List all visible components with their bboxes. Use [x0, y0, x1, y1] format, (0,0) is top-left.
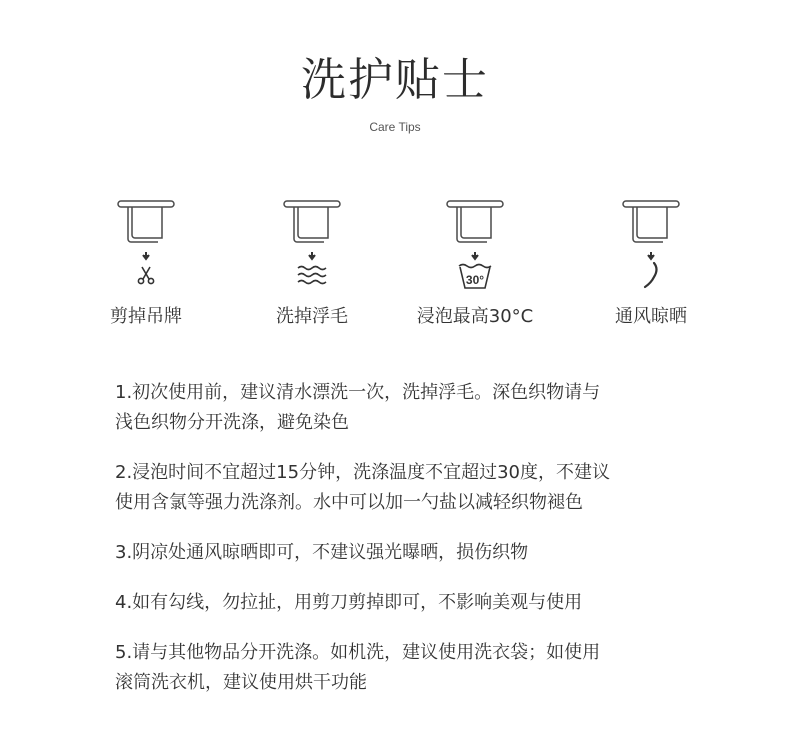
- tip-label: 浸泡最高30°C: [416, 306, 534, 327]
- care-note-2: [115, 458, 695, 518]
- note-line: 4.如有勾线，勿拉扯，用剪刀剪掉即可，不影响美观与使用: [115, 592, 583, 613]
- care-tip-soak-30: [385, 195, 565, 335]
- care-tips-row: [0, 195, 790, 335]
- waves-icon: [298, 267, 326, 284]
- note-line: 2.浸泡时间不宜超过15分钟，洗涤温度不宜超过30度，不建议: [115, 462, 610, 483]
- tip-label: 洗掉浮毛: [276, 306, 348, 327]
- note-line: 浅色织物分开洗涤，避免染色: [115, 412, 349, 433]
- care-tip-air-dry: [561, 195, 741, 335]
- care-note-4: [115, 588, 695, 618]
- towel-icon: [621, 195, 681, 295]
- towel-icon: [445, 195, 505, 295]
- hanger-hook-icon: [645, 263, 657, 287]
- care-tip-wash-lint: [222, 195, 402, 335]
- towel-icon: [116, 195, 176, 295]
- care-tip-cut-tag: [56, 195, 236, 335]
- care-note-3: [115, 538, 695, 568]
- care-note-5: [115, 638, 695, 698]
- note-line: 3.阴凉处通风晾晒即可，不建议强光曝晒，损伤织物: [115, 542, 529, 563]
- page-title: 洗护贴士: [300, 53, 489, 106]
- care-note-1: [115, 378, 695, 438]
- towel-icon: [282, 195, 342, 295]
- tip-label: 剪掉吊牌: [110, 306, 182, 327]
- scissors-icon: [138, 267, 153, 284]
- note-line: 滚筒洗衣机，建议使用烘干功能: [115, 672, 367, 693]
- tip-label: 通风晾晒: [615, 306, 687, 327]
- note-line: 1.初次使用前，建议清水漂洗一次，洗掉浮毛。深色织物请与: [115, 382, 601, 403]
- note-line: 使用含氯等强力洗涤剂。水中可以加一勺盐以减轻织物褪色: [115, 492, 583, 513]
- temperature-badge: 30°: [465, 273, 485, 287]
- page-subtitle: Care Tips: [369, 120, 421, 134]
- care-notes: [115, 378, 695, 718]
- note-line: 5.请与其他物品分开洗涤。如机洗，建议使用洗衣袋；如使用: [115, 642, 601, 663]
